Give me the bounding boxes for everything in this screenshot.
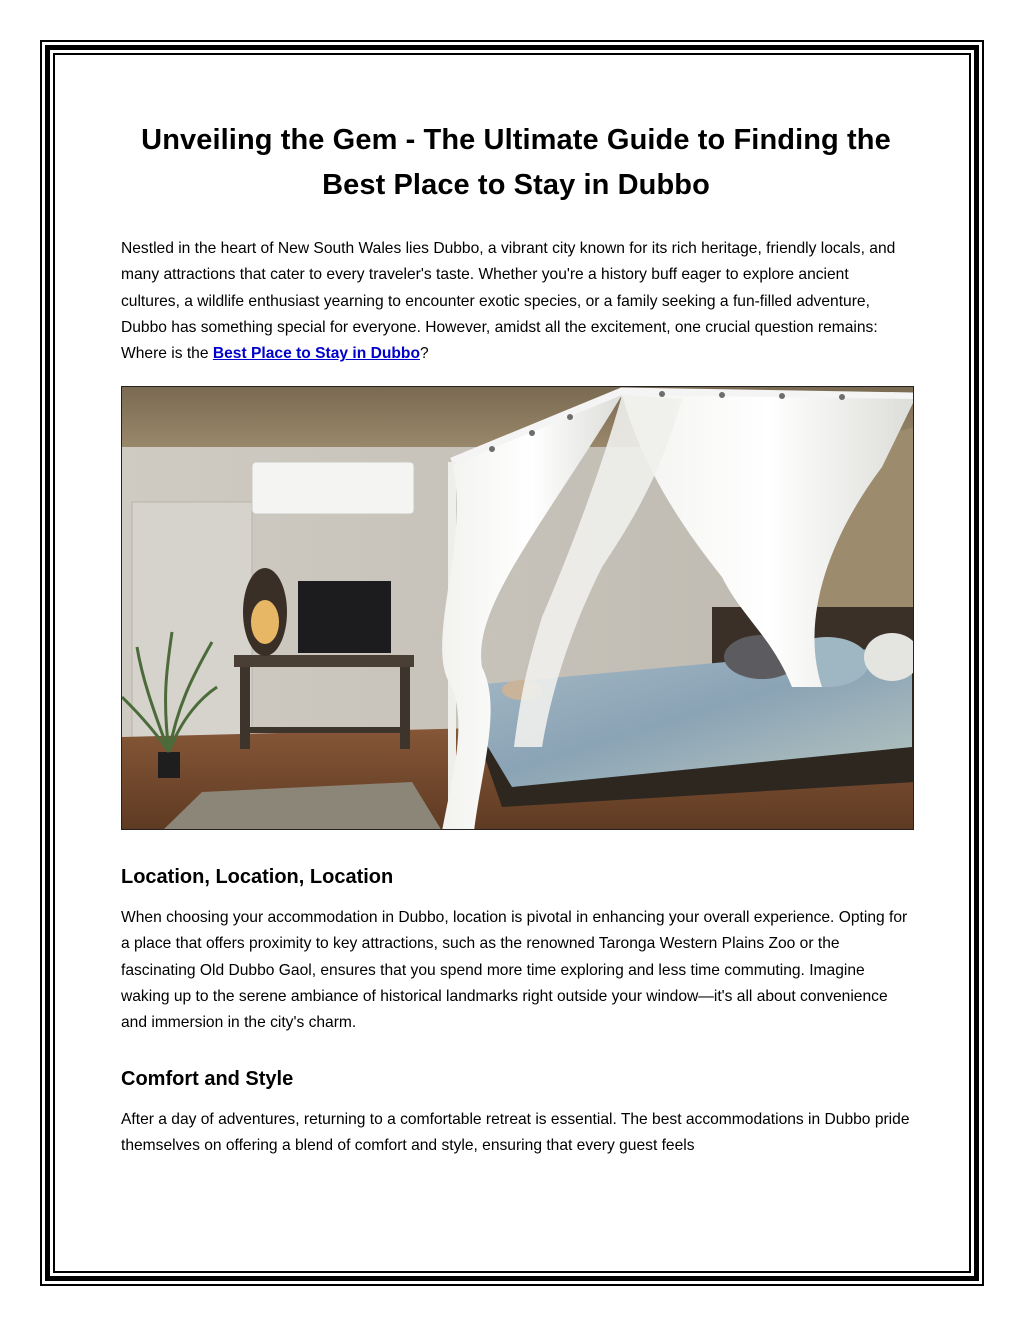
section-heading-comfort: Comfort and Style xyxy=(121,1068,294,1090)
best-place-link[interactable]: Best Place to Stay in Dubbo xyxy=(212,345,420,363)
document-body xyxy=(121,118,911,367)
section-body-location: When choosing your accommodation in Dubbo, location is pivotal in enhancing your overall experience. Opting for a place that offers proximity to key attractions, such as the renowned Taronga Western Plains Zoo or the fascinating Old Dubbo Gaol, ensures that you spend more time exploring and less time commuting. Imagine waking up to the serene ambiance of historical landmarks right outside your window—it's all about convenience and immersion in the city's charm. xyxy=(121,909,908,1032)
door-panel xyxy=(132,502,252,762)
intro-text-end: ? xyxy=(419,345,429,363)
bedroom-photo-illustration xyxy=(122,387,914,830)
plant-pot xyxy=(158,752,180,778)
intro-paragraph xyxy=(121,236,911,367)
air-conditioner xyxy=(252,462,414,514)
console-table-leg xyxy=(400,667,410,749)
television xyxy=(298,581,391,653)
console-table-leg xyxy=(240,667,250,749)
intro-text: Nestled in the heart of New South Wales lies Dubbo, a vibrant city known for its rich heritage, friendly locals, and many attractions that cater to every traveler's taste. Whether you're a history buff eager to explore ancient cultures, a wildlife enthusiast yearning to encounter exotic species, or a family seeking a fun-filled adventure, Dubbo has something special for everyone. However, amidst all the excitement, one crucial question remains: Where is the xyxy=(121,240,896,363)
section-body-comfort: After a day of adventures, returning to a comfortable retreat is essential. The best accommodations in Dubbo pride themselves on offering a blend of comfort and style, ensuring that every guest feels xyxy=(121,1111,910,1155)
bedroom-photo xyxy=(121,386,914,830)
section-heading-location: Location, Location, Location xyxy=(121,866,394,888)
lamp-glow xyxy=(251,600,279,644)
console-table-top xyxy=(234,655,414,667)
page-title: Unveiling the Gem - The Ultimate Guide to Finding the Best Place to Stay in Dubbo xyxy=(141,124,891,201)
console-table-shelf xyxy=(250,727,400,733)
